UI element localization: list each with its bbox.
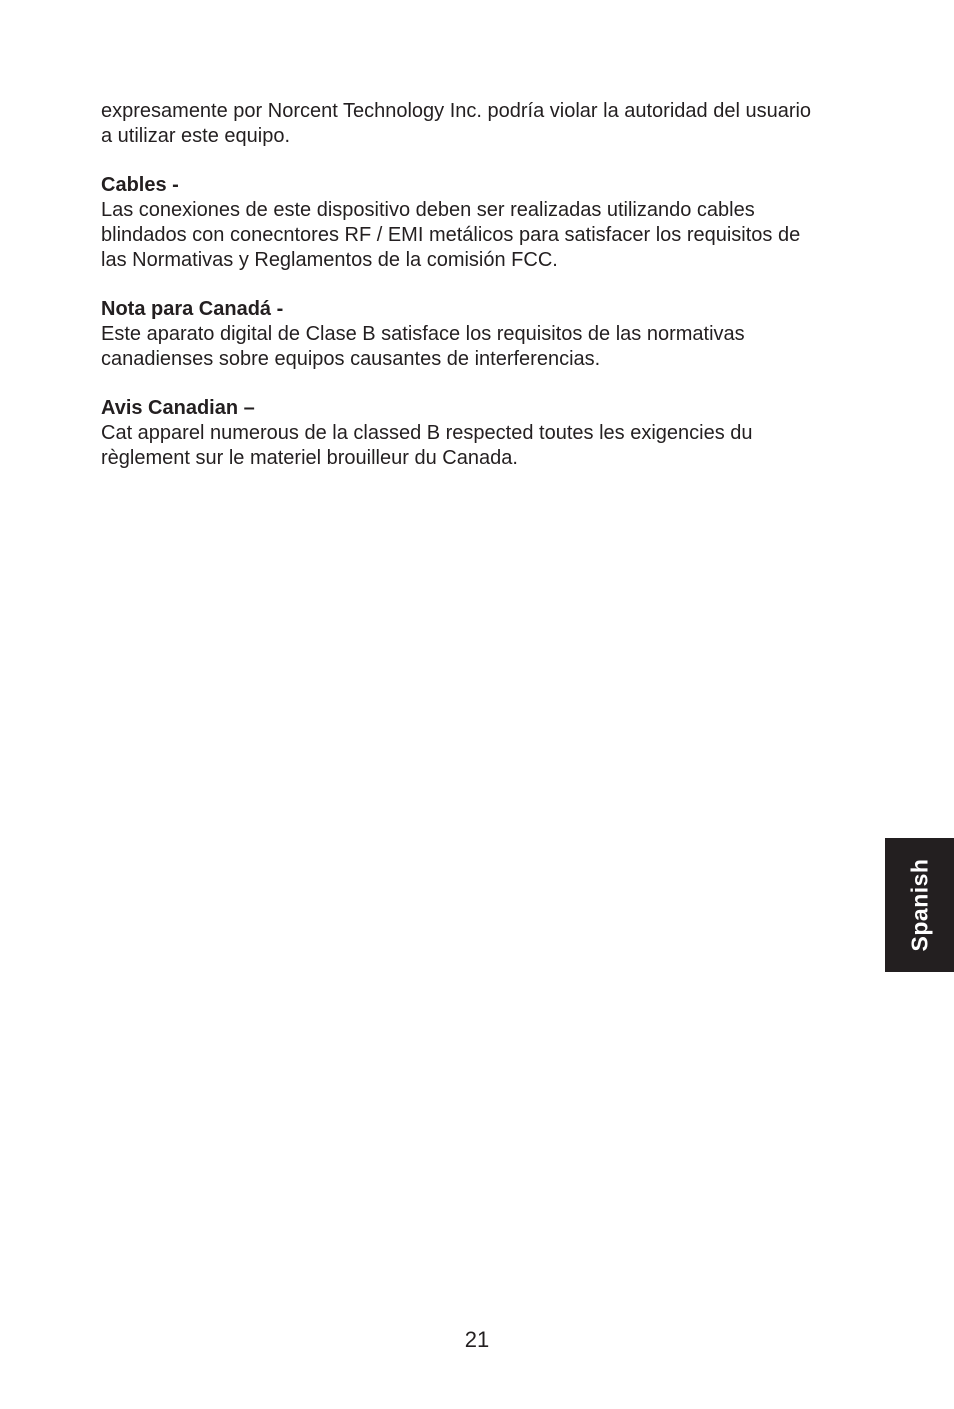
- section-line: Este aparato digital de Clase B satisface los requisitos de las normativas: [101, 323, 745, 345]
- section-heading: Nota para Canadá -: [101, 298, 284, 320]
- section-avis-canadian: [101, 396, 871, 471]
- language-side-tab: [885, 838, 954, 972]
- document-body: [101, 99, 871, 495]
- section-line: Cat apparel numerous de la classed B respected toutes les exigencies du: [101, 422, 753, 444]
- section-line: règlement sur le materiel brouilleur du Canada.: [101, 447, 518, 469]
- section-cables: [101, 173, 871, 273]
- section-line: Las conexiones de este dispositivo deben ser realizadas utilizando cables: [101, 199, 755, 221]
- section-heading: Cables -: [101, 174, 179, 196]
- intro-paragraph: [101, 99, 871, 149]
- section-heading: Avis Canadian –: [101, 397, 255, 419]
- intro-line: expresamente por Norcent Technology Inc. podría violar la autoridad del usuario: [101, 100, 812, 122]
- language-tab-label: Spanish: [906, 858, 932, 952]
- section-line: canadienses sobre equipos causantes de interferencias.: [101, 348, 601, 370]
- section-nota-canada: [101, 297, 871, 372]
- page-number: 21: [464, 1327, 490, 1352]
- section-line: las Normativas y Reglamentos de la comisión FCC.: [101, 249, 558, 271]
- intro-line: a utilizar este equipo.: [101, 125, 291, 147]
- section-line: blindados con conecntores RF / EMI metálicos para satisfacer los requisitos de: [101, 224, 801, 246]
